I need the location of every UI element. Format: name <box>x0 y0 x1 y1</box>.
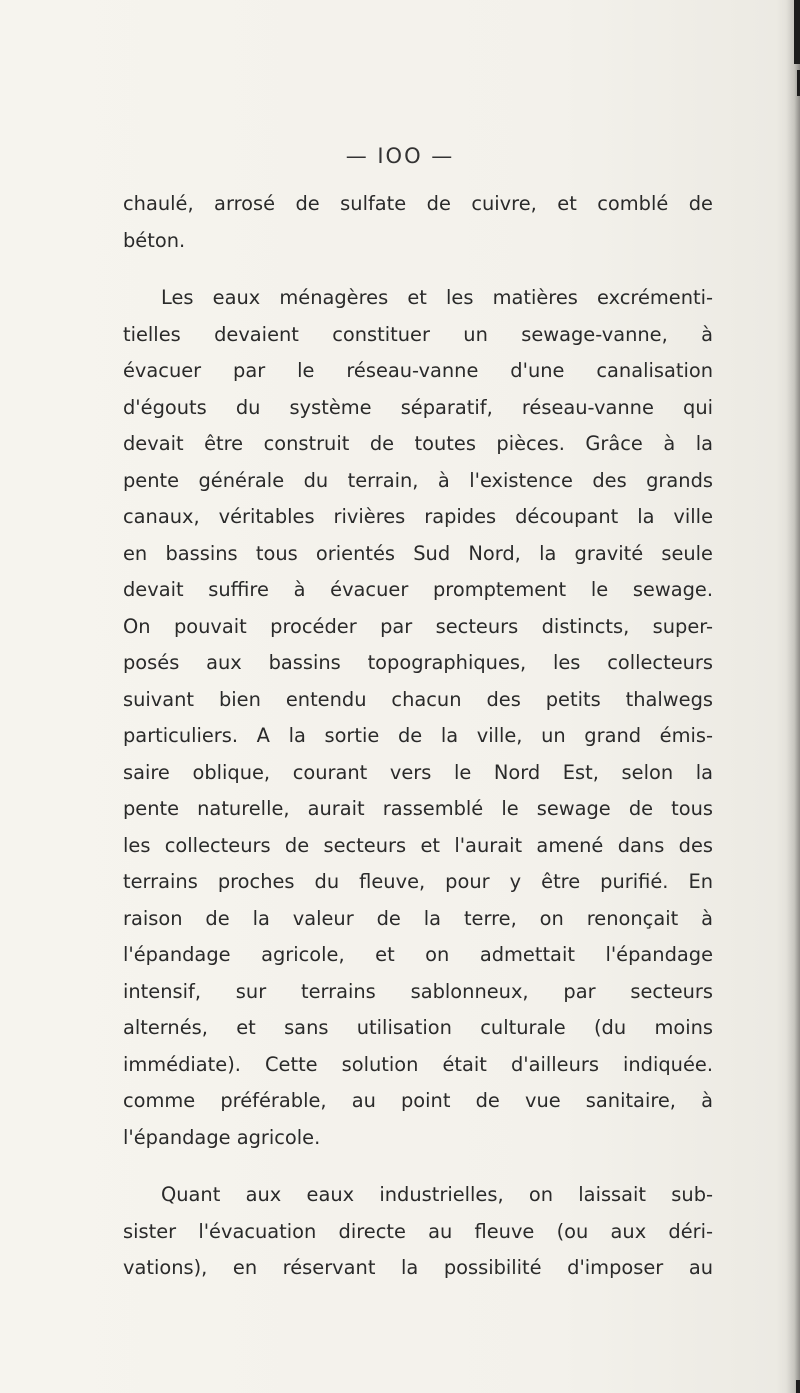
text-line: vations), en réservant la possibilité d'imposer au <box>123 1256 713 1279</box>
text-line: sister l'évacuation directe au fleuve (ou aux déri- <box>123 1219 713 1243</box>
text-line: chaulé, arrosé de sulfate de cuivre, et comblé de <box>123 192 713 215</box>
text-line: Les eaux ménagères et les matières excrémenti- <box>161 286 713 309</box>
text-line: immédiate). Cette solution était d'ailleurs indiquée. <box>123 1052 713 1076</box>
page-edge-shadow <box>786 0 800 1393</box>
text-line: les collecteurs de secteurs et l'aurait amené dans des <box>123 833 713 857</box>
text-line: évacuer par le réseau-vanne d'une canalisation <box>123 359 713 382</box>
text-line: pente naturelle, aurait rassemblé le sewage de tous <box>123 797 713 820</box>
text-line: posés aux bassins topographiques, les collecteurs <box>123 651 713 674</box>
text-line: canaux, véritables rivières rapides découpant la ville <box>123 505 713 528</box>
text-line: On pouvait procéder par secteurs distincts, super- <box>123 614 713 638</box>
text-line: saire oblique, courant vers le Nord Est, selon la <box>123 760 713 784</box>
text-line: terrains proches du fleuve, pour y être purifié. En <box>123 870 713 893</box>
text-line: pente générale du terrain, à l'existence des grands <box>123 468 713 492</box>
text-line: l'épandage agricole. <box>123 1125 321 1149</box>
text-line: tielles devaient constituer un sewage-vanne, à <box>123 322 713 346</box>
body-text <box>123 186 713 1287</box>
text-line: raison de la valeur de la terre, on renonçait à <box>123 906 713 930</box>
text-line: alternés, et sans utilisation culturale (du moins <box>123 1016 713 1039</box>
text-line: intensif, sur terrains sablonneux, par secteurs <box>123 979 713 1003</box>
text-line: Quant aux eaux industrielles, on laissait sub- <box>161 1183 713 1206</box>
text-line: particuliers. A la sortie de la ville, un grand émis- <box>123 724 713 747</box>
paragraph-2 <box>123 280 713 1156</box>
paragraph-1 <box>123 186 713 259</box>
page-edge-mark <box>796 1380 800 1393</box>
text-line: comme préférable, au point de vue sanitaire, à <box>123 1089 713 1112</box>
text-line: en bassins tous orientés Sud Nord, la gravité seule <box>123 541 713 565</box>
paragraph-3 <box>123 1177 713 1287</box>
text-line: d'égouts du système séparatif, réseau-vanne qui <box>123 395 713 419</box>
text-line: suivant bien entendu chacun des petits thalwegs <box>123 687 713 711</box>
text-line: l'épandage agricole, et on admettait l'épandage <box>123 943 713 966</box>
text-line: devait être construit de toutes pièces. Grâce à la <box>123 432 713 455</box>
page-number: — IOO — <box>345 144 455 168</box>
text-line: devait suffire à évacuer promptement le sewage. <box>123 578 713 601</box>
page-edge-mark <box>794 0 800 64</box>
text-line: béton. <box>123 228 186 252</box>
